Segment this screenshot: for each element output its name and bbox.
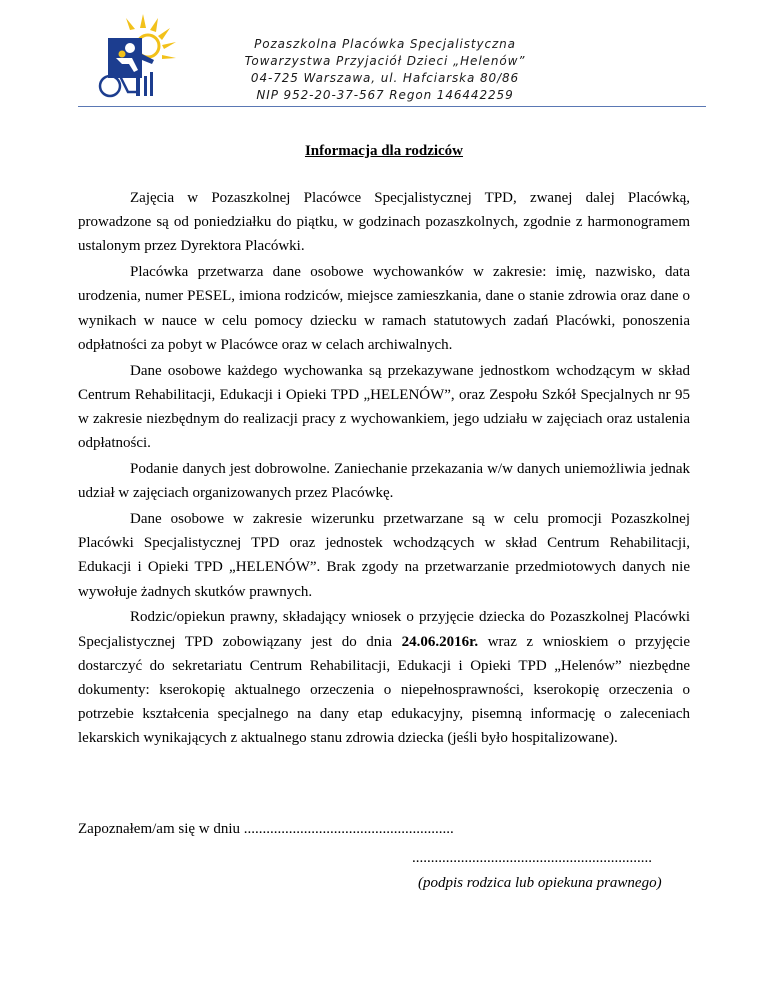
organization-logo bbox=[92, 14, 184, 106]
organization-address: 04-725 Warszawa, ul. Hafciarska 80/86 bbox=[250, 71, 520, 85]
paragraph: Dane osobowe każdego wychowanka są przekazywane jednostkom wchodzącym w skład Centrum Rehabilitacji, Edukacji i Opieki TPD „HELENÓW”, oraz Zespołu Szkół Specjalnych nr 95 w zakresie niezbędnym do realizacji pracy z wychowankiem, jego udziału w zajęciach oraz ustalenia odpłatności. bbox=[78, 362, 690, 452]
signature-line: ................................................................ bbox=[412, 850, 652, 866]
signature-caption: (podpis rodzica lub opiekuna prawnego) bbox=[418, 875, 662, 891]
header-divider bbox=[78, 106, 706, 107]
document-title: Informacja dla rodziców bbox=[304, 143, 464, 159]
organization-name: Pozaszkolna Placówka Specjalistyczna bbox=[254, 37, 516, 51]
paragraph: Podanie danych jest dobrowolne. Zaniechanie przekazania w/w danych uniemożliwia jednak udział w zajęciach organizowanych przez Placówkę. bbox=[78, 461, 690, 502]
paragraph: Dane osobowe w zakresie wizerunku przetwarzane są w celu promocji Pozaszkolnej Placówki Specjalistycznej TPD oraz jednostek wchodzących w skład Centrum Rehabilitacji, Edukacji i Opieki TPD „HELENÓW”. Brak zgody na przetwarzanie przedmiotowych danych nie wywołuje żadnych skutków prawnych. bbox=[78, 511, 690, 600]
deadline-date: 24.06.2016r. bbox=[401, 633, 479, 650]
document-body bbox=[78, 186, 690, 751]
paragraph: Zajęcia w Pozaszkolnej Placówce Specjalistycznej TPD, zwanej dalej Placówką, prowadzone są od poniedziałku do piątku, w godzinach pozaszkolnych, zgodnie z harmonogramem ustalonym przez Dyrektora Placówki. bbox=[78, 190, 690, 255]
paragraph-text: Rodzic/opiekun prawny, składający wniosek o przyjęcie dziecka do Pozaszkolnej Placówki Specjalistycznej TPD zobowiązany jest do dnia bbox=[78, 609, 690, 650]
organization-parent: Towarzystwa Przyjaciół Dzieci „Helenów” bbox=[244, 54, 526, 68]
organization-ids: NIP 952-20-37-567 Regon 146442259 bbox=[256, 88, 514, 102]
organization-header bbox=[190, 36, 580, 104]
acknowledgement-line: Zapoznałem/am się w dniu ........................................................ bbox=[78, 821, 454, 837]
paragraph-text: wraz z wnioskiem o przyjęcie dostarczyć do sekretariatu Centrum Rehabilitacji, Edukacji i Opieki TPD „Helenów” niezbędne dokumenty: kserokopię aktualnego orzeczenia o niepełnosprawności, kserokopię orzeczenia o potrzebie kształcenia specjalnego na dany etap edukacyjny, pisemną informację o zaleceniach lekarskich wynikających z aktualnego stanu zdrowia dziecka (jeśli było hospitalizowane). bbox=[78, 633, 690, 747]
paragraph: Placówka przetwarza dane osobowe wychowanków w zakresie: imię, nazwisko, data urodzenia, numer PESEL, imiona rodziców, miejsce zamieszkania, dane o stanie zdrowia oraz dane o wynikach w nauce w celu pomocy dziecku w ramach statutowych zadań Placówki, ponoszenia odpłatności za pobyt w Placówce oraz w celach archiwalnych. bbox=[78, 264, 690, 353]
paragraph-deadline bbox=[78, 605, 690, 750]
